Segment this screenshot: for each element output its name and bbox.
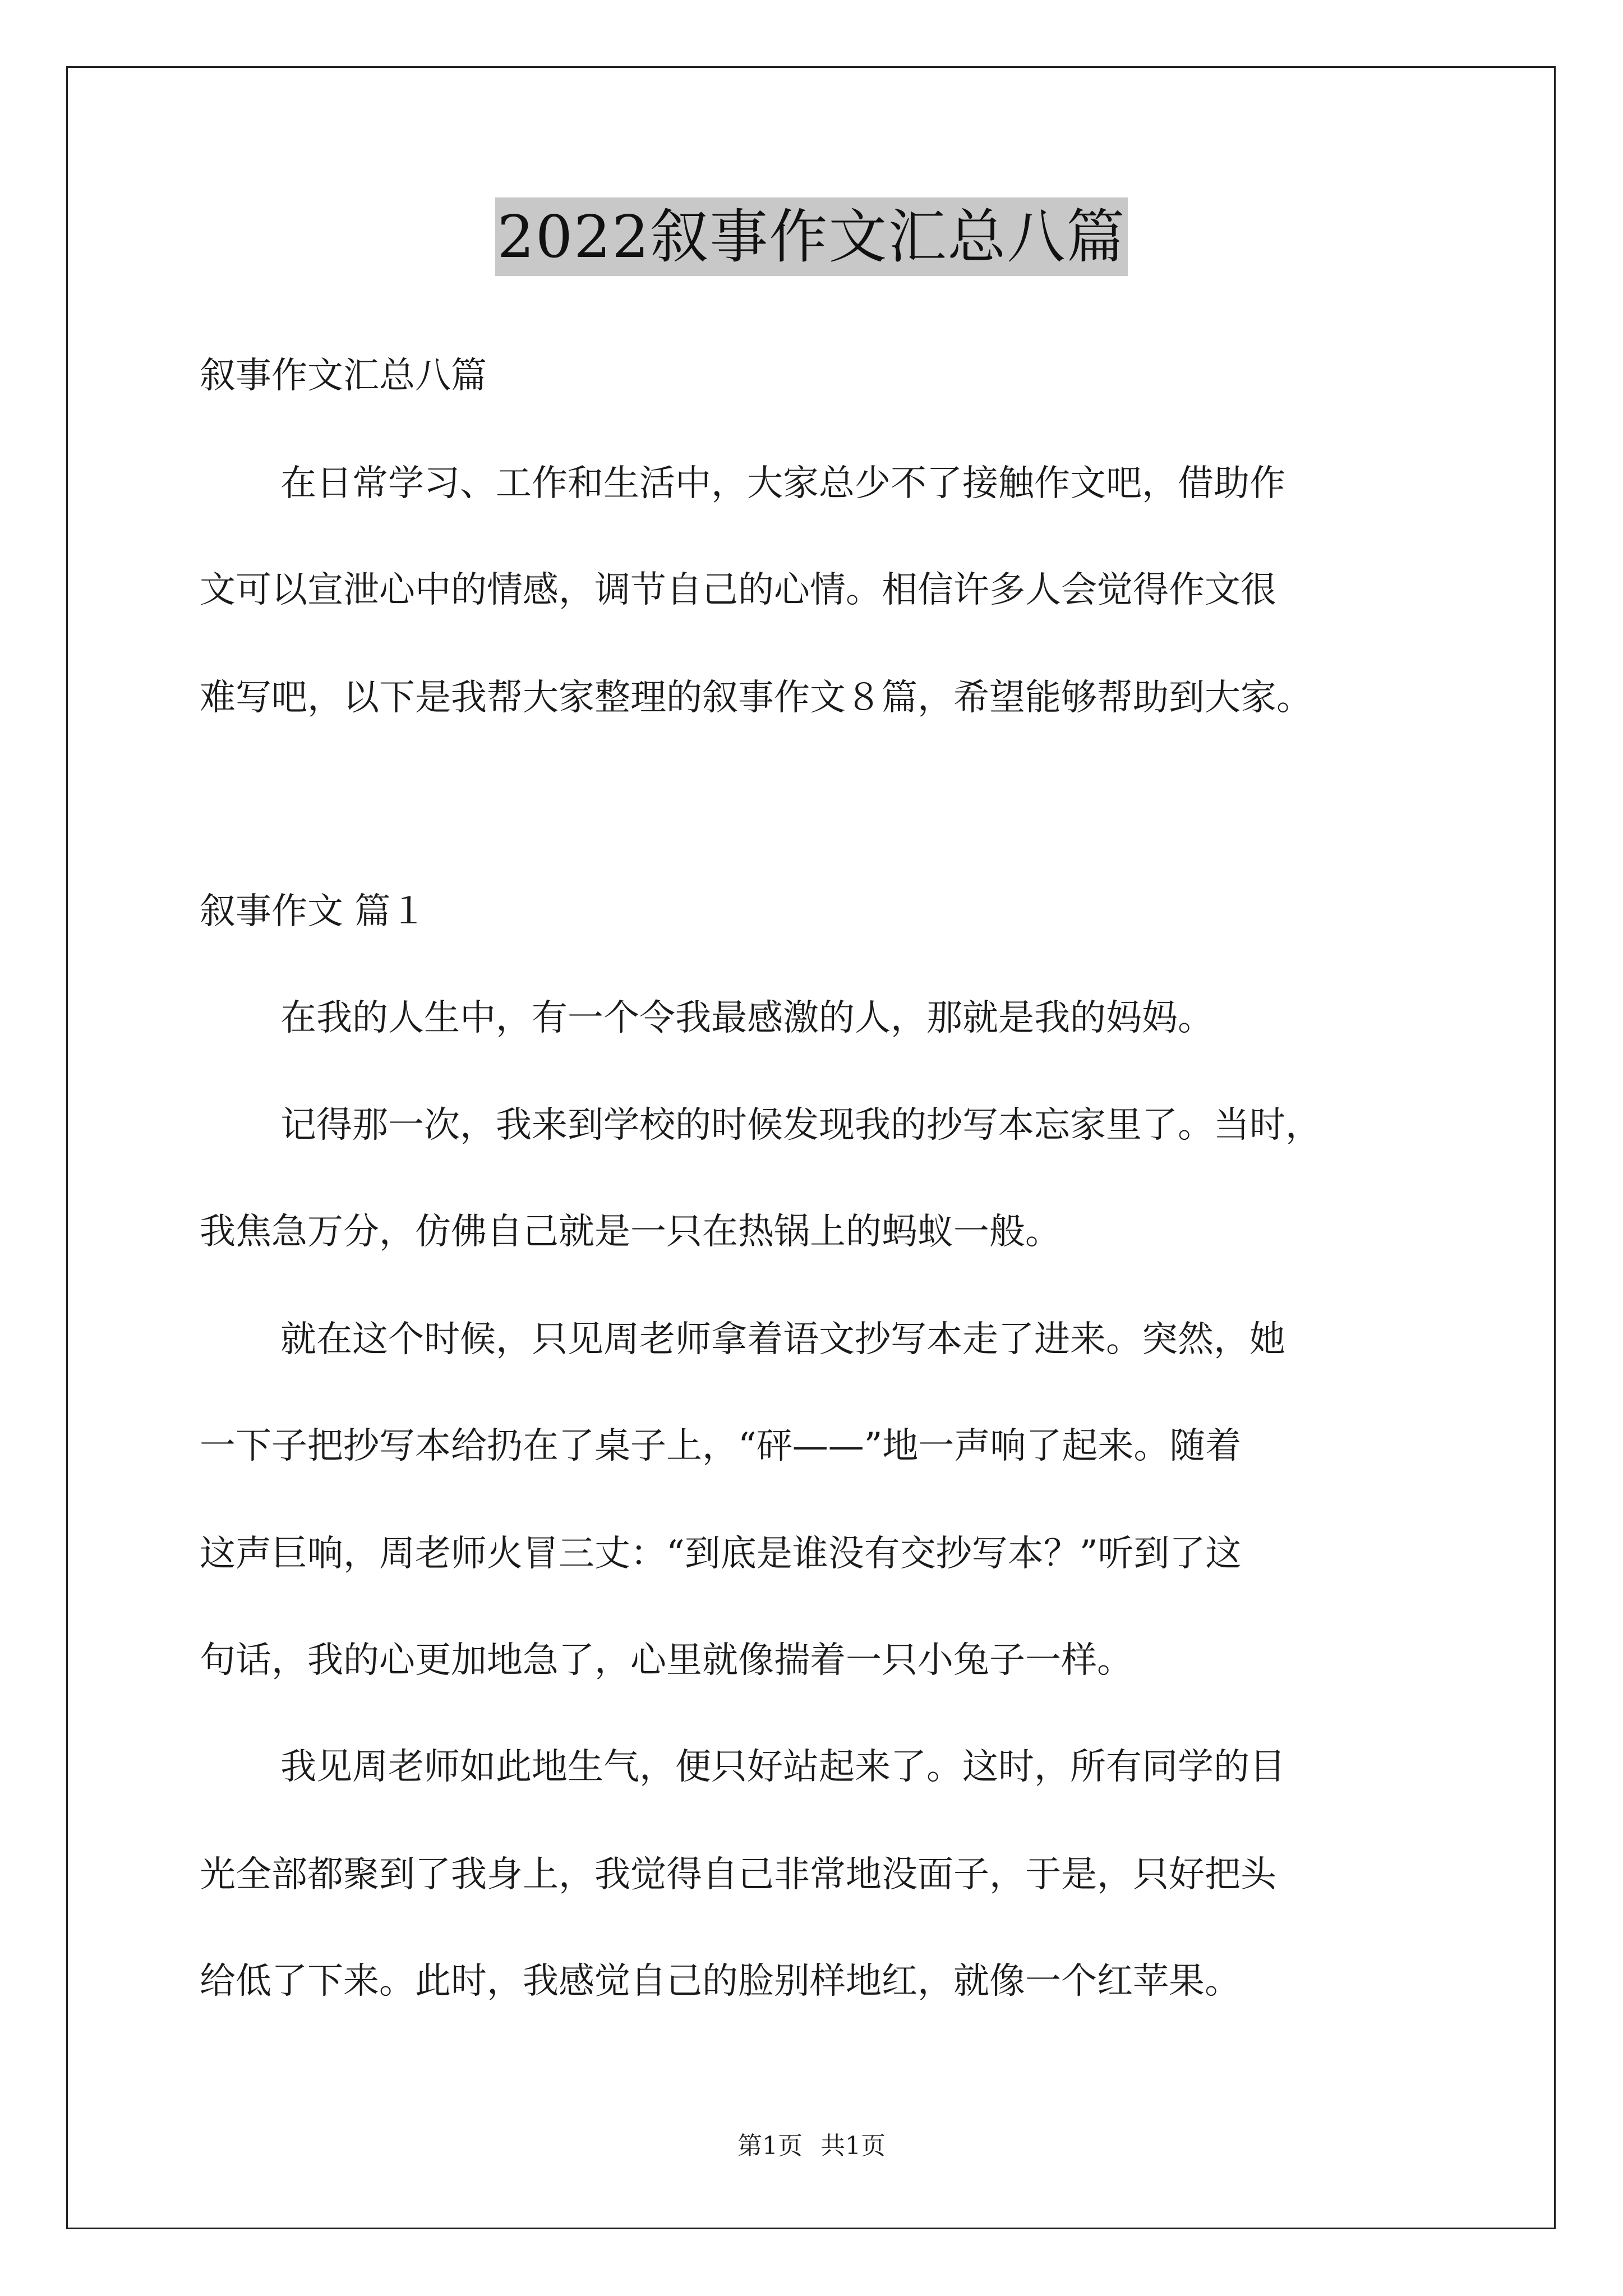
body-line-8: 我见周老师如此地生气，便只好站起来了。这时，所有同学的目 [280,1746,1285,1788]
body-line-4: 就在这个时候，只见周老师拿着语文抄写本走了进来。突然，她 [280,1319,1285,1360]
body-line-6: 这声巨响，周老师火冒三丈：“到底是谁没有交抄写本？”听到了这 [200,1533,1242,1575]
body-line-10: 给低了下来。此时，我感觉自己的脸别样地红，就像一个红苹果。 [200,1961,1241,2002]
body-line-1: 在我的人生中，有一个令我最感激的人，那就是我的妈妈。 [280,997,1214,1039]
body-line-5: 一下子把抄写本给扔在了桌子上，“砰——”地一声响了起来。随着 [200,1425,1242,1467]
intro-line-1: 在日常学习、工作和生活中，大家总少不了接触作文吧，借助作 [280,463,1285,504]
body-line-2: 记得那一次，我来到学校的时候发现我的抄写本忘家里了。当时， [280,1105,1321,1146]
body-line-7: 句话，我的心更加地急了，心里就像揣着一只小兔子一样。 [200,1640,1133,1681]
section-heading: 叙事作文 篇１ [200,891,427,932]
intro-line-2: 文可以宣泄心中的情感，调节自己的心情。相信许多人会觉得作文很 [200,569,1276,611]
body-line-9: 光全部都聚到了我身上，我觉得自己非常地没面子，于是，只好把头 [200,1854,1276,1895]
title-container [0,197,1623,276]
document-title: 2022叙事作文汇总八篇 [495,197,1128,276]
intro-line-3: 难写吧，以下是我帮大家整理的叙事作文８篇，希望能够帮助到大家。 [200,677,1312,719]
body-line-3: 我焦急万分，仿佛自己就是一只在热锅上的蚂蚁一般。 [200,1211,1061,1253]
page-footer: 第1页 共1页 [737,2132,886,2160]
subtitle: 叙事作文汇总八篇 [200,355,487,397]
